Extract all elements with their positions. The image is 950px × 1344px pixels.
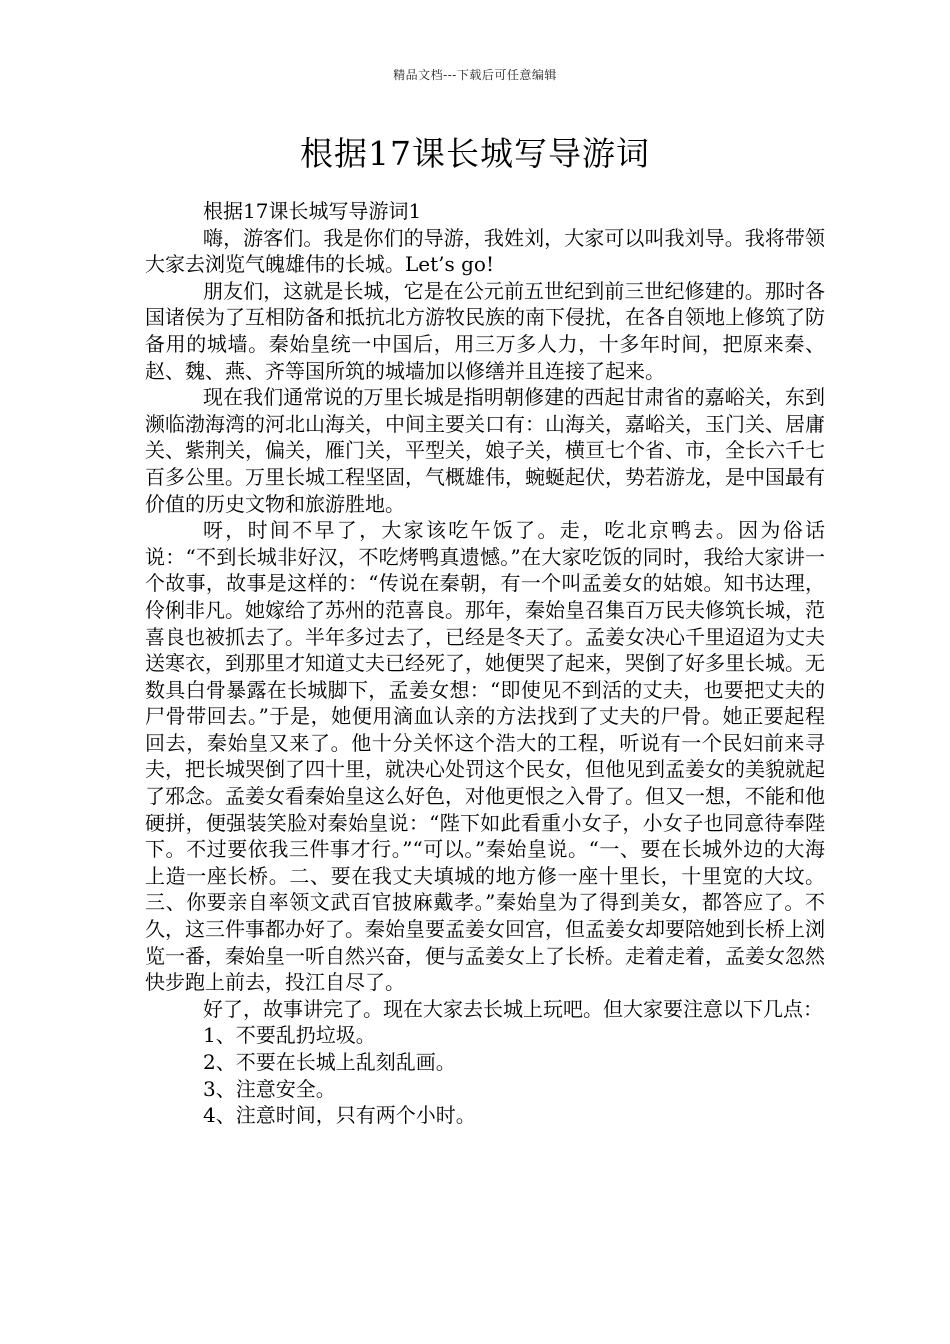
document-title: 根据17课长城写导游词 bbox=[300, 134, 650, 173]
subheading-paragraph: 根据17课长城写导游词1 bbox=[203, 199, 422, 223]
notice-item-3: 3、注意安全。 bbox=[203, 1076, 336, 1101]
header-note: 精品文档---下载后可任意编辑 bbox=[393, 68, 557, 82]
paragraph-great-wall: 现在我们通常说的万里长城是指明朝修建的西起甘肃省的嘉峪关，东到濒临渤海湾的河北山海关，中间主要关口有：山海关，嘉峪关，玉门关、居庸关、紫荆关，偏关，雁门关，平型关，娘子关，横亘七个省、市，全长六千七百多公里。万里长城工程坚固，气概雄伟，蜿蜒起伏，势若游龙，是中国最有价值的历史文物和旅游胜地。 bbox=[145, 385, 825, 516]
paragraph-notices: 好了，故事讲完了。现在大家去长城上玩吧。但大家要注意以下几点： bbox=[203, 996, 823, 1021]
paragraph-story: 呀，时间不早了，大家该吃午饭了。走，吃北京鸭去。因为俗话说：“不到长城非好汉，不吃烤鸭真遗憾。”在大家吃饭的同时，我给大家讲一个故事，故事是这样的：“传说在秦朝，有一个叫孟姜女的姑娘。知书达理，伶俐非凡。她嫁给了苏州的范喜良。那年，秦始皇召集百万民夫修筑长城，范喜良也被抓去了。半年多过去了，已经是冬天了。孟姜女决心千里迢迢为丈夫送寒衣，到那里才知道丈夫已经死了，她便哭了起来，哭倒了好多里长城。无数具白骨暴露在长城脚下，孟姜女想：“即使见不到活的丈夫，也要把丈夫的尸骨带回去。”于是，她便用滴血认亲的方法找到了丈夫的尸骨。她正要起程回去，秦始皇又来了。他十分关怀这个浩大的工程，听说有一个民妇前来寻夫，把长城哭倒了四十里，就决心处罚这个民女，但他见到孟姜女的美貌就起了邪念。孟姜女看秦始皇这么好色，对他更恨之入骨了。但又一想，不能和他硬拼，便强装笑脸对秦始皇说：“陛下如此看重小女子，小女子也同意待奉陛下。不过要依我三件事才行。”“可以。”秦始皇说。“一、要在长城外边的大海上造一座长桥。二、要在我丈夫填城的地方修一座十里长，十里宽的大坟。三、你要亲自率领文武百官披麻戴孝。”秦始皇为了得到美女，都答应了。不久，这三件事都办好了。秦始皇要孟姜女回宫，但孟姜女却要陪她到长桥上浏览一番，秦始皇一听自然兴奋，便与孟姜女上了长桥。走着走着，孟姜女忽然快步跑上前去，投江自尽了。 bbox=[145, 518, 825, 995]
paragraph-history: 朋友们，这就是长城，它是在公元前五世纪到前三世纪修建的。那时各国诸侯为了互相防备和抵抗北方游牧民族的南下侵扰，在各自领地上修筑了防备用的城墙。秦始皇统一中国后，用三万多人力，十多年时间，把原来秦、赵、魏、燕、齐等国所筑的城墙加以修缮并且连接了起来。 bbox=[145, 278, 825, 383]
paragraph-greeting: 嗨，游客们。我是你们的导游，我姓刘，大家可以叫我刘导。我将带领大家去浏览气魄雄伟的长城。Let’s go! bbox=[145, 225, 825, 277]
notice-item-1: 1、不要乱扔垃圾。 bbox=[203, 1023, 376, 1048]
notice-item-4: 4、注意时间，只有两个小时。 bbox=[203, 1103, 476, 1128]
notice-item-2: 2、不要在长城上乱刻乱画。 bbox=[203, 1050, 456, 1074]
document-body bbox=[145, 198, 825, 1129]
